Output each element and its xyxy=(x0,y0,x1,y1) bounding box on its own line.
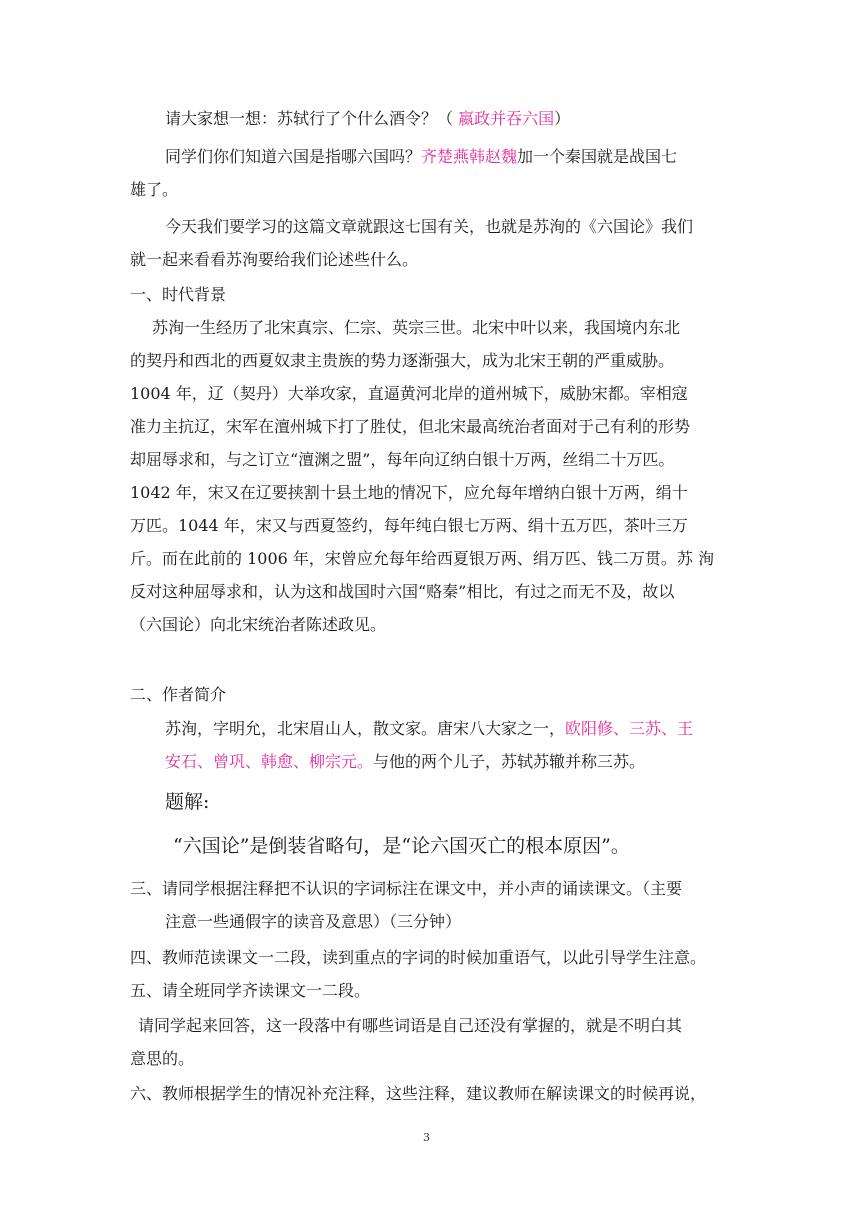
paragraph-line xyxy=(165,751,645,773)
page-number: 3 xyxy=(423,1131,430,1144)
paragraph-line: 1004 年，辽（契丹）大举攻家，直逼黄河北岸的道州城下，威胁宋都。宰相寇 xyxy=(130,384,688,403)
question-close: ） xyxy=(554,109,571,128)
section-heading: 三、请同学根据注释把不认识的字词标注在课文中，并小声的诵读课文。（主要 xyxy=(130,879,683,898)
paragraph-line: 注意一些通假字的读音及意思）（三分钟） xyxy=(165,912,462,931)
paragraph-line: （六国论）向北宋统治者陈述政见。 xyxy=(130,615,387,634)
paragraph-line: 意思的。 xyxy=(130,1049,195,1068)
section-heading: 四、教师范读课文一二段，读到重点的字词的时候加重语气，以此引导学生注意。 xyxy=(130,948,707,967)
answer-highlight: 齐楚燕韩赵魏 xyxy=(421,147,518,166)
paragraph-line: 1042 年，宋又在辽要挟割十县土地的情况下，应允每年增纳白银十万两，绢十 xyxy=(130,483,688,502)
paragraph-text: 与他的两个儿子，苏轼苏辙并称三苏。 xyxy=(373,752,646,771)
question-text: 请大家想一想：苏轼行了个什么酒令？（ xyxy=(165,109,459,128)
paragraph-line: 万匹。1044 年，宋又与西夏签约，每年纯白银七万两、绢十五万匹，茶叶三万 xyxy=(130,516,688,535)
paragraph-line: 却屈辱求和，与之订立“澶渊之盟”，每年向辽纳白银十万两，丝绢二十万匹。 xyxy=(130,450,675,469)
paragraph-line: 就一起来看看苏洵要给我们论述些什么。 xyxy=(130,250,419,269)
section-heading: 二、作者简介 xyxy=(130,685,227,704)
question-line xyxy=(165,146,677,168)
section-heading: 一、时代背景 xyxy=(130,285,227,304)
answer-highlight: 嬴政并吞六国 xyxy=(458,109,555,128)
paragraph-line: 雄了。 xyxy=(130,180,179,199)
section-heading: 五、请全班同学齐读课文一二段。 xyxy=(130,981,371,1000)
question-text: 同学们你们知道六国是指哪六国吗？ xyxy=(165,147,422,166)
names-highlight: 安石、曾巩、韩愈、柳宗元。 xyxy=(165,752,374,771)
question-line xyxy=(165,108,570,130)
title-note: “六国论”是倒装省略句，是“论六国灭亡的根本原因”。 xyxy=(173,835,630,857)
paragraph-line: 反对这种屈辱求和，认为这和战国时六国“赂秦”相比，有过之而无不及，故以 xyxy=(130,582,675,601)
question-text: 加一个秦国就是战国七 xyxy=(517,147,678,166)
paragraph-line: 的契丹和西北的西夏奴隶主贵族的势力逐渐强大，成为北宋王朝的严重威胁。 xyxy=(130,351,675,370)
paragraph-line: 请同学起来回答，这一段落中有哪些词语是自己还没有掌握的，就是不明白其 xyxy=(138,1016,683,1035)
paragraph-line: 斤。而在此前的 1006 年，宋曾应允每年给西夏银万两、绢万匹、钱二万贯。苏 洵 xyxy=(130,549,714,568)
paragraph-line: 准力主抗辽，宋军在澶州城下打了胜仗，但北宋最高统治者面对于己有利的形势 xyxy=(130,417,691,436)
paragraph-line: 苏洵一生经历了北宋真宗、仁宗、英宗三世。北宋中叶以来，我国境内东北 xyxy=(152,318,681,337)
section-heading: 六、教师根据学生的情况补充注释，这些注释，建议教师在解读课文的时候再说， xyxy=(130,1084,707,1103)
paragraph-text: 苏洵，字明允，北宋眉山人，散文家。唐宋八大家之一， xyxy=(165,719,566,738)
paragraph-line: 今天我们要学习的这篇文章就跟这七国有关，也就是苏洵的《六国论》我们 xyxy=(165,217,694,236)
tijie-label: 题解: xyxy=(165,791,210,813)
names-highlight: 欧阳修、三苏、王 xyxy=(565,719,694,738)
paragraph-line xyxy=(165,718,693,740)
